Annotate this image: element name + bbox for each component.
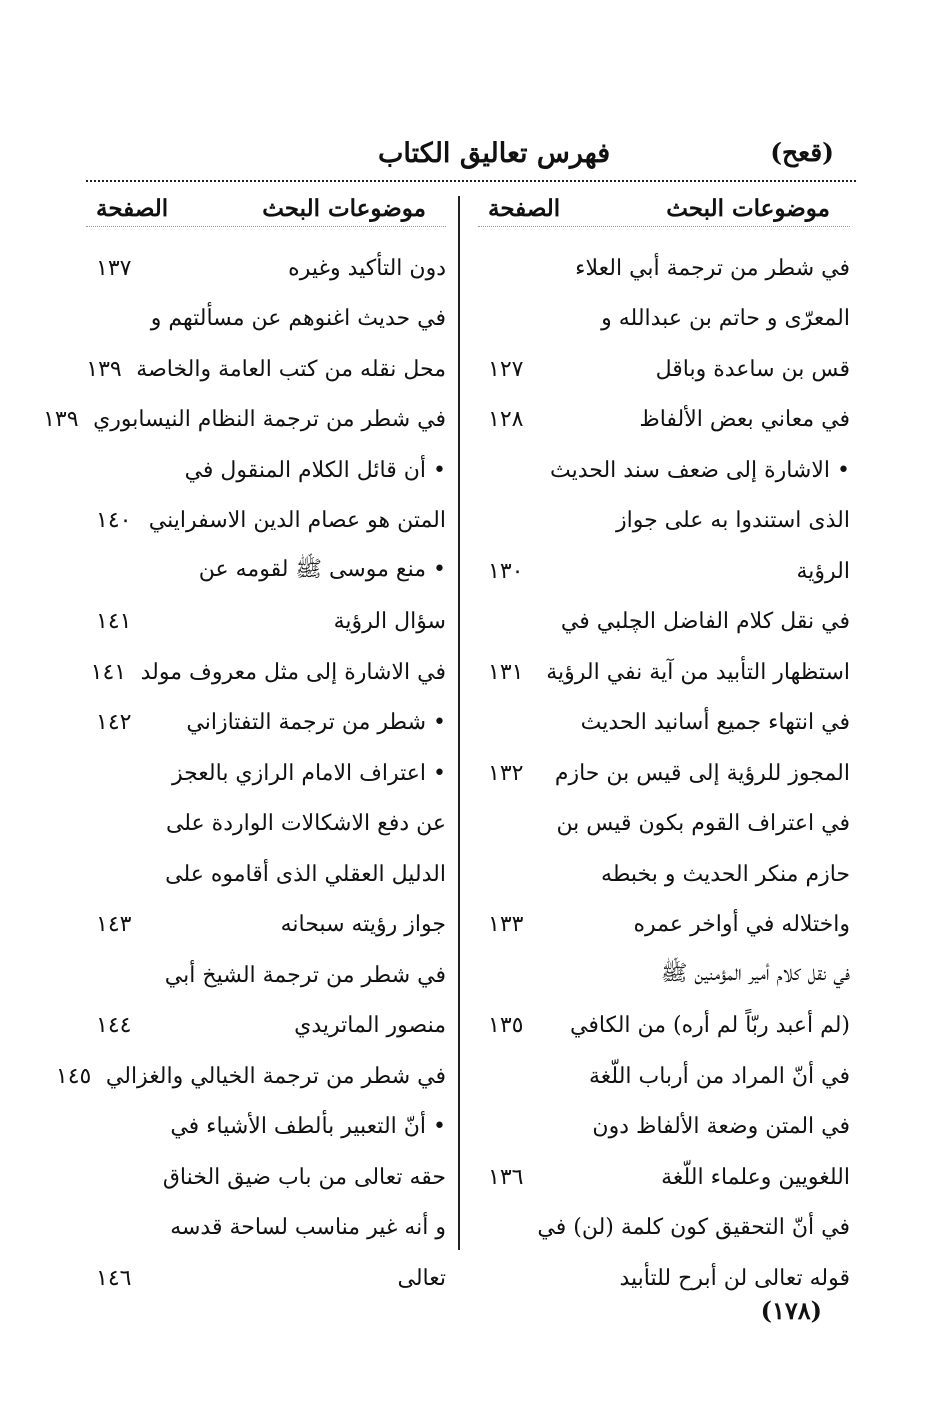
entry-topic: في معاني بعض الألفاظ	[639, 407, 850, 433]
index-entry	[86, 294, 446, 345]
index-entry	[478, 395, 850, 446]
entry-page-number: ١٤٥	[55, 1063, 92, 1089]
index-entry	[478, 445, 850, 496]
index-entry	[478, 1152, 850, 1203]
entry-topic: • منع موسى ﷺ لقومه عن	[198, 557, 446, 583]
entry-topic: في الاشارة إلى مثل معروف مولد	[140, 659, 446, 685]
column-divider	[458, 196, 460, 1250]
entry-topic: • الاشارة إلى ضعف سند الحديث	[549, 457, 850, 483]
right-column-entries	[478, 243, 850, 1304]
entry-page-number: ١٤٣	[96, 912, 132, 938]
entry-topic: في شطر من ترجمة أبي العلاء	[575, 255, 850, 281]
entry-topic: استظهار التأبيد من آية نفي الرؤية	[546, 659, 850, 685]
entry-topic: قوله تعالى لن أبرح للتأبيد	[619, 1265, 850, 1291]
page-column-label: الصفحة	[488, 194, 561, 222]
entry-page-number: ١٤١	[90, 659, 127, 685]
section-code: (قعح)	[770, 138, 834, 167]
index-entry	[86, 597, 446, 648]
index-entry	[478, 496, 850, 547]
entry-page-number: ١٣٢	[488, 760, 524, 786]
entry-topic: واختلاله في أواخر عمره	[633, 912, 850, 938]
entry-page-number: ١٤٠	[96, 508, 132, 534]
index-entry	[86, 748, 446, 799]
entry-topic: المتن هو عصام الدين الاسفرايني	[148, 508, 446, 534]
entry-page-number: ١٣٩	[43, 407, 79, 433]
index-entry	[86, 546, 446, 597]
entry-topic: حقه تعالى من باب ضيق الخناق	[162, 1164, 446, 1190]
index-entry	[86, 799, 446, 850]
entry-topic: منصور الماتريدي	[294, 1013, 446, 1039]
entry-topic: تعالى	[397, 1265, 446, 1291]
index-entry	[478, 1051, 850, 1102]
entry-page-number: ١٤٢	[96, 710, 132, 736]
left-column	[43, 190, 446, 1304]
index-entry	[86, 445, 446, 496]
entry-topic: • شطر من ترجمة التفتازاني	[186, 710, 446, 736]
index-entry	[86, 344, 446, 395]
left-column-header	[86, 190, 446, 227]
right-column	[478, 190, 850, 1304]
entry-topic: في أنّ التحقيق كون كلمة (لن) في	[537, 1215, 850, 1241]
entry-topic: في اعتراف القوم بكون قيس بن	[556, 811, 850, 837]
entry-topic: • أن قائل الكلام المنقول في	[184, 457, 446, 483]
page-title: فهرس تعاليق الكتاب	[378, 138, 611, 169]
entry-topic: الذى استندوا به على جواز	[615, 508, 850, 534]
index-entry	[55, 1051, 446, 1102]
entry-page-number: ١٤٤	[96, 1013, 132, 1039]
entry-topic: (لم أعبد ربّاً لم أره) من الكافي	[569, 1013, 850, 1039]
entry-topic: قس بن ساعدة وباقل	[655, 356, 850, 382]
index-entry	[478, 900, 850, 951]
entry-topic: في انتهاء جميع أسانيد الحديث	[580, 710, 850, 736]
topic-column-label: موضوعات البحث	[666, 194, 830, 222]
index-entry	[86, 950, 446, 1001]
entry-topic: في نقل كلام أمير المؤمنين ﷺ	[660, 961, 850, 987]
index-entry	[478, 294, 850, 345]
entry-topic: المجوز للرؤية إلى قيس بن حازم	[554, 760, 850, 786]
index-entry	[86, 1102, 446, 1153]
index-entry	[478, 950, 850, 1001]
page-number: (١٧٨)	[760, 1296, 822, 1325]
entry-page-number: ١٣١	[488, 659, 524, 685]
entry-topic: في شطر من ترجمة الشيخ أبي	[164, 962, 446, 988]
entry-topic: الدليل العقلي الذى أقاموه على	[165, 861, 446, 887]
index-entry	[478, 849, 850, 900]
index-entry	[478, 1102, 850, 1153]
entry-page-number: ١٣٥	[488, 1013, 524, 1039]
entry-page-number: ١٣٩	[86, 356, 122, 382]
index-entry	[478, 647, 850, 698]
entry-topic: اللغويين وعلماء اللّغة	[661, 1164, 850, 1190]
entry-page-number: ١٢٧	[488, 356, 524, 382]
index-entry	[43, 395, 446, 446]
entry-page-number: ١٣٠	[488, 558, 524, 584]
index-entry	[478, 799, 850, 850]
page-column-label: الصفحة	[96, 194, 169, 222]
index-entry	[86, 1152, 446, 1203]
entry-topic: محل نقله من كتب العامة والخاصة	[136, 356, 446, 382]
index-entry	[478, 546, 850, 597]
entry-page-number: ١٢٨	[488, 407, 524, 433]
index-entry	[478, 597, 850, 648]
index-entry	[86, 698, 446, 749]
entry-page-number: ١٣٧	[96, 255, 132, 281]
index-entry	[86, 1001, 446, 1052]
entry-page-number: ١٣٣	[488, 912, 524, 938]
entry-topic: جواز رؤيته سبحانه	[280, 912, 446, 938]
entry-page-number: ١٤٦	[96, 1265, 132, 1291]
index-entry	[86, 900, 446, 951]
entry-topic: في أنّ المراد من أرباب اللّغة	[589, 1063, 850, 1089]
entry-page-number: ١٣٦	[488, 1164, 524, 1190]
index-entry	[478, 1203, 850, 1254]
entry-topic: في شطر من ترجمة النظام النيسابوري	[93, 407, 446, 433]
index-entry	[478, 243, 850, 294]
entry-topic: حازم منكر الحديث و بخبطه	[601, 861, 850, 887]
entry-page-number: ١٤١	[96, 609, 132, 635]
index-entry	[478, 748, 850, 799]
topic-column-label: موضوعات البحث	[262, 194, 426, 222]
entry-topic: في حديث اغنوهم عن مسألتهم و	[150, 306, 446, 332]
index-entry	[478, 344, 850, 395]
entry-topic: الرؤية	[796, 558, 850, 584]
entry-topic: • اعتراف الامام الرازي بالعجز	[171, 760, 446, 786]
entry-topic: دون التأكيد وغيره	[288, 255, 446, 281]
right-column-header	[478, 190, 850, 227]
entry-topic: • أنّ التعبير بألطف الأشياء في	[170, 1114, 446, 1140]
entry-topic: في شطر من ترجمة الخيالي والغزالي	[105, 1063, 446, 1089]
index-entry	[86, 849, 446, 900]
entry-topic: المعرّى و حاتم بن عبدالله و	[601, 306, 850, 332]
entry-topic: سؤال الرؤية	[333, 609, 446, 635]
entry-topic: في نقل كلام الفاضل الچلبي في	[560, 609, 850, 635]
index-entry	[478, 698, 850, 749]
index-entry	[86, 243, 446, 294]
entry-topic: عن دفع الاشكالات الواردة على	[165, 811, 446, 837]
entry-topic: في المتن وضعة الألفاظ دون	[592, 1114, 850, 1140]
left-column-entries	[43, 243, 446, 1304]
index-entry	[478, 1001, 850, 1052]
index-entry	[86, 1203, 446, 1254]
header-divider	[86, 180, 856, 182]
index-entry	[86, 1253, 446, 1304]
entry-topic: و أنه غير مناسب لساحة قدسه	[170, 1215, 446, 1241]
index-entry	[86, 647, 446, 698]
index-entry	[86, 496, 446, 547]
